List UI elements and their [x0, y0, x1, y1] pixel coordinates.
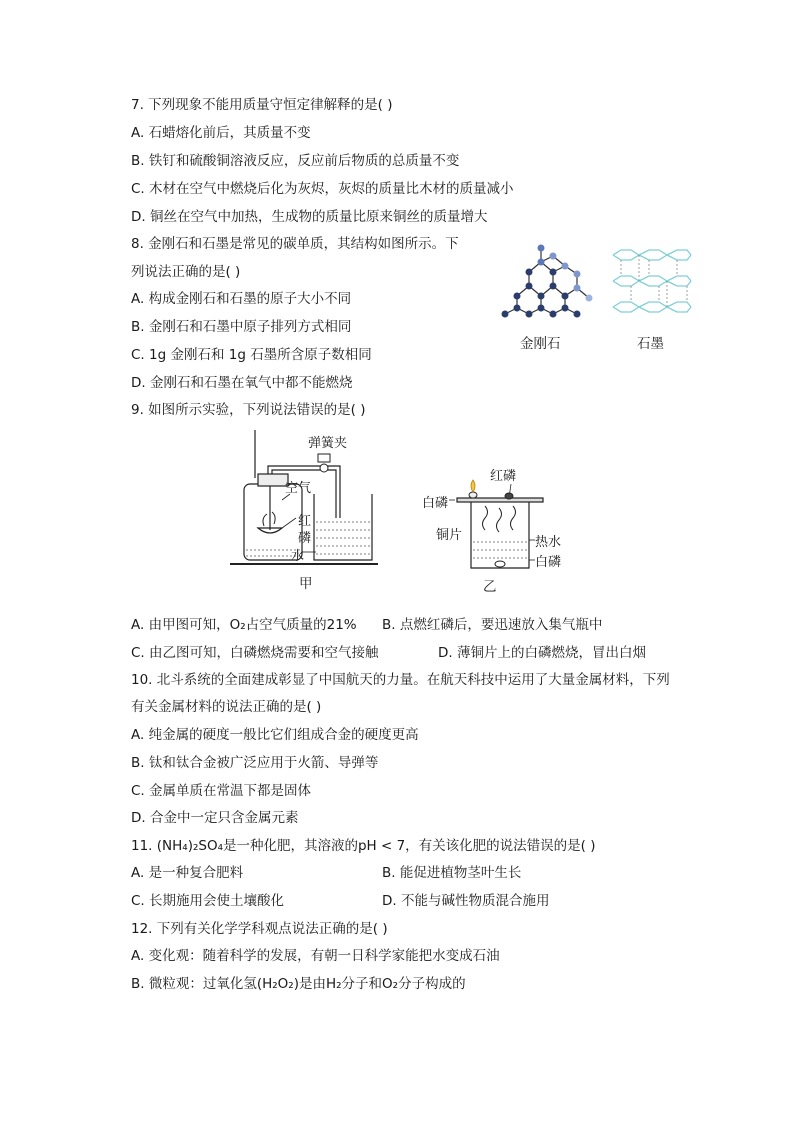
q10-option-d: D. 合金中一定只含金属元素 [131, 810, 299, 826]
white-phosphorus-top-label: 白磷 [422, 496, 449, 511]
q11-option-d: D. 不能与碱性物质混合施用 [382, 893, 550, 909]
copper-plate-label: 铜片 [436, 528, 463, 543]
red-phosphorus-label-1: 红 [298, 514, 312, 529]
diamond-structure-figure [495, 242, 595, 322]
figure-jia-caption: 甲 [299, 576, 313, 592]
q9-option-b: B. 点燃红磷后，要迅速放入集气瓶中 [382, 617, 603, 633]
diamond-label: 金刚石 [520, 336, 561, 352]
graphite-structure-figure [607, 247, 693, 323]
q12-stem: 12. 下列有关化学学科观点说法正确的是( ) [131, 921, 388, 937]
hot-water-label: 热水 [535, 535, 562, 550]
red-phosphorus-label: 红磷 [490, 469, 517, 484]
q11-option-a: A. 是一种复合肥料 [131, 865, 244, 881]
q7-option-b: B. 铁钉和硫酸铜溶液反应，反应前后物质的总质量不变 [131, 153, 460, 169]
q9-option-d: D. 薄铜片上的白磷燃烧，冒出白烟 [438, 645, 646, 661]
q9-option-a: A. 由甲图可知，O₂占空气质量的21% [131, 617, 357, 633]
q8-option-a: A. 构成金刚石和石墨的原子大小不同 [131, 291, 352, 307]
q8-stem-line2: 列说法正确的是( ) [131, 264, 241, 280]
experiment-yi-figure [455, 470, 545, 580]
q8-option-c: C. 1g 金刚石和 1g 石墨所含原子数相同 [131, 347, 372, 363]
white-phosphorus-bottom-label: 白磷 [535, 555, 562, 570]
q10-option-b: B. 钛和钛合金被广泛应用于火箭、导弹等 [131, 755, 379, 771]
q10-stem-line2: 有关金属材料的说法正确的是( ) [131, 699, 322, 715]
q11-stem: 11. (NH₄)₂SO₄是一种化肥，其溶液的pH < 7，有关该化肥的说法错误的是( ) [131, 838, 596, 854]
clamp-label: 弹簧夹 [308, 436, 348, 451]
q10-stem-line1: 10. 北斗系统的全面建成彰显了中国航天的力量。在航天科技中运用了大量金属材料，下列 [131, 672, 670, 688]
q12-option-b: B. 微粒观：过氧化氢(H₂O₂)是由H₂分子和O₂分子构成的 [131, 976, 466, 992]
q11-option-b: B. 能促进植物茎叶生长 [382, 865, 522, 881]
q10-option-a: A. 纯金属的硬度一般比它们组成合金的硬度更高 [131, 727, 419, 743]
q7-option-c: C. 木材在空气中燃烧后化为灰烬，灰烬的质量比木材的质量减小 [131, 181, 514, 197]
figure-yi-caption: 乙 [483, 579, 497, 595]
water-label: 水 [291, 549, 305, 564]
q7-option-d: D. 铜丝在空气中加热，生成物的质量比原来铜丝的质量增大 [131, 209, 488, 225]
q8-option-d: D. 金刚石和石墨在氧气中都不能燃烧 [131, 375, 353, 391]
q7-option-a: A. 石蜡熔化前后，其质量不变 [131, 125, 311, 141]
q9-stem: 9. 如图所示实验，下列说法错误的是( ) [131, 402, 366, 418]
experiment-jia-figure [230, 428, 380, 568]
graphite-label: 石墨 [637, 336, 664, 352]
red-phosphorus-label-2: 磷 [298, 531, 312, 546]
q8-option-b: B. 金刚石和石墨中原子排列方式相同 [131, 319, 352, 335]
q9-option-c: C. 由乙图可知，白磷燃烧需要和空气接触 [131, 645, 379, 661]
q8-stem-line1: 8. 金刚石和石墨是常见的碳单质，其结构如图所示。下 [131, 236, 459, 252]
q12-option-a: A. 变化观：随着科学的发展，有朝一日科学家能把水变成石油 [131, 948, 500, 964]
q10-option-c: C. 金属单质在常温下都是固体 [131, 783, 312, 799]
q7-stem: 7. 下列现象不能用质量守恒定律解释的是( ) [131, 97, 393, 113]
q11-option-c: C. 长期施用会使土壤酸化 [131, 893, 285, 909]
air-label: 空气 [285, 481, 312, 496]
